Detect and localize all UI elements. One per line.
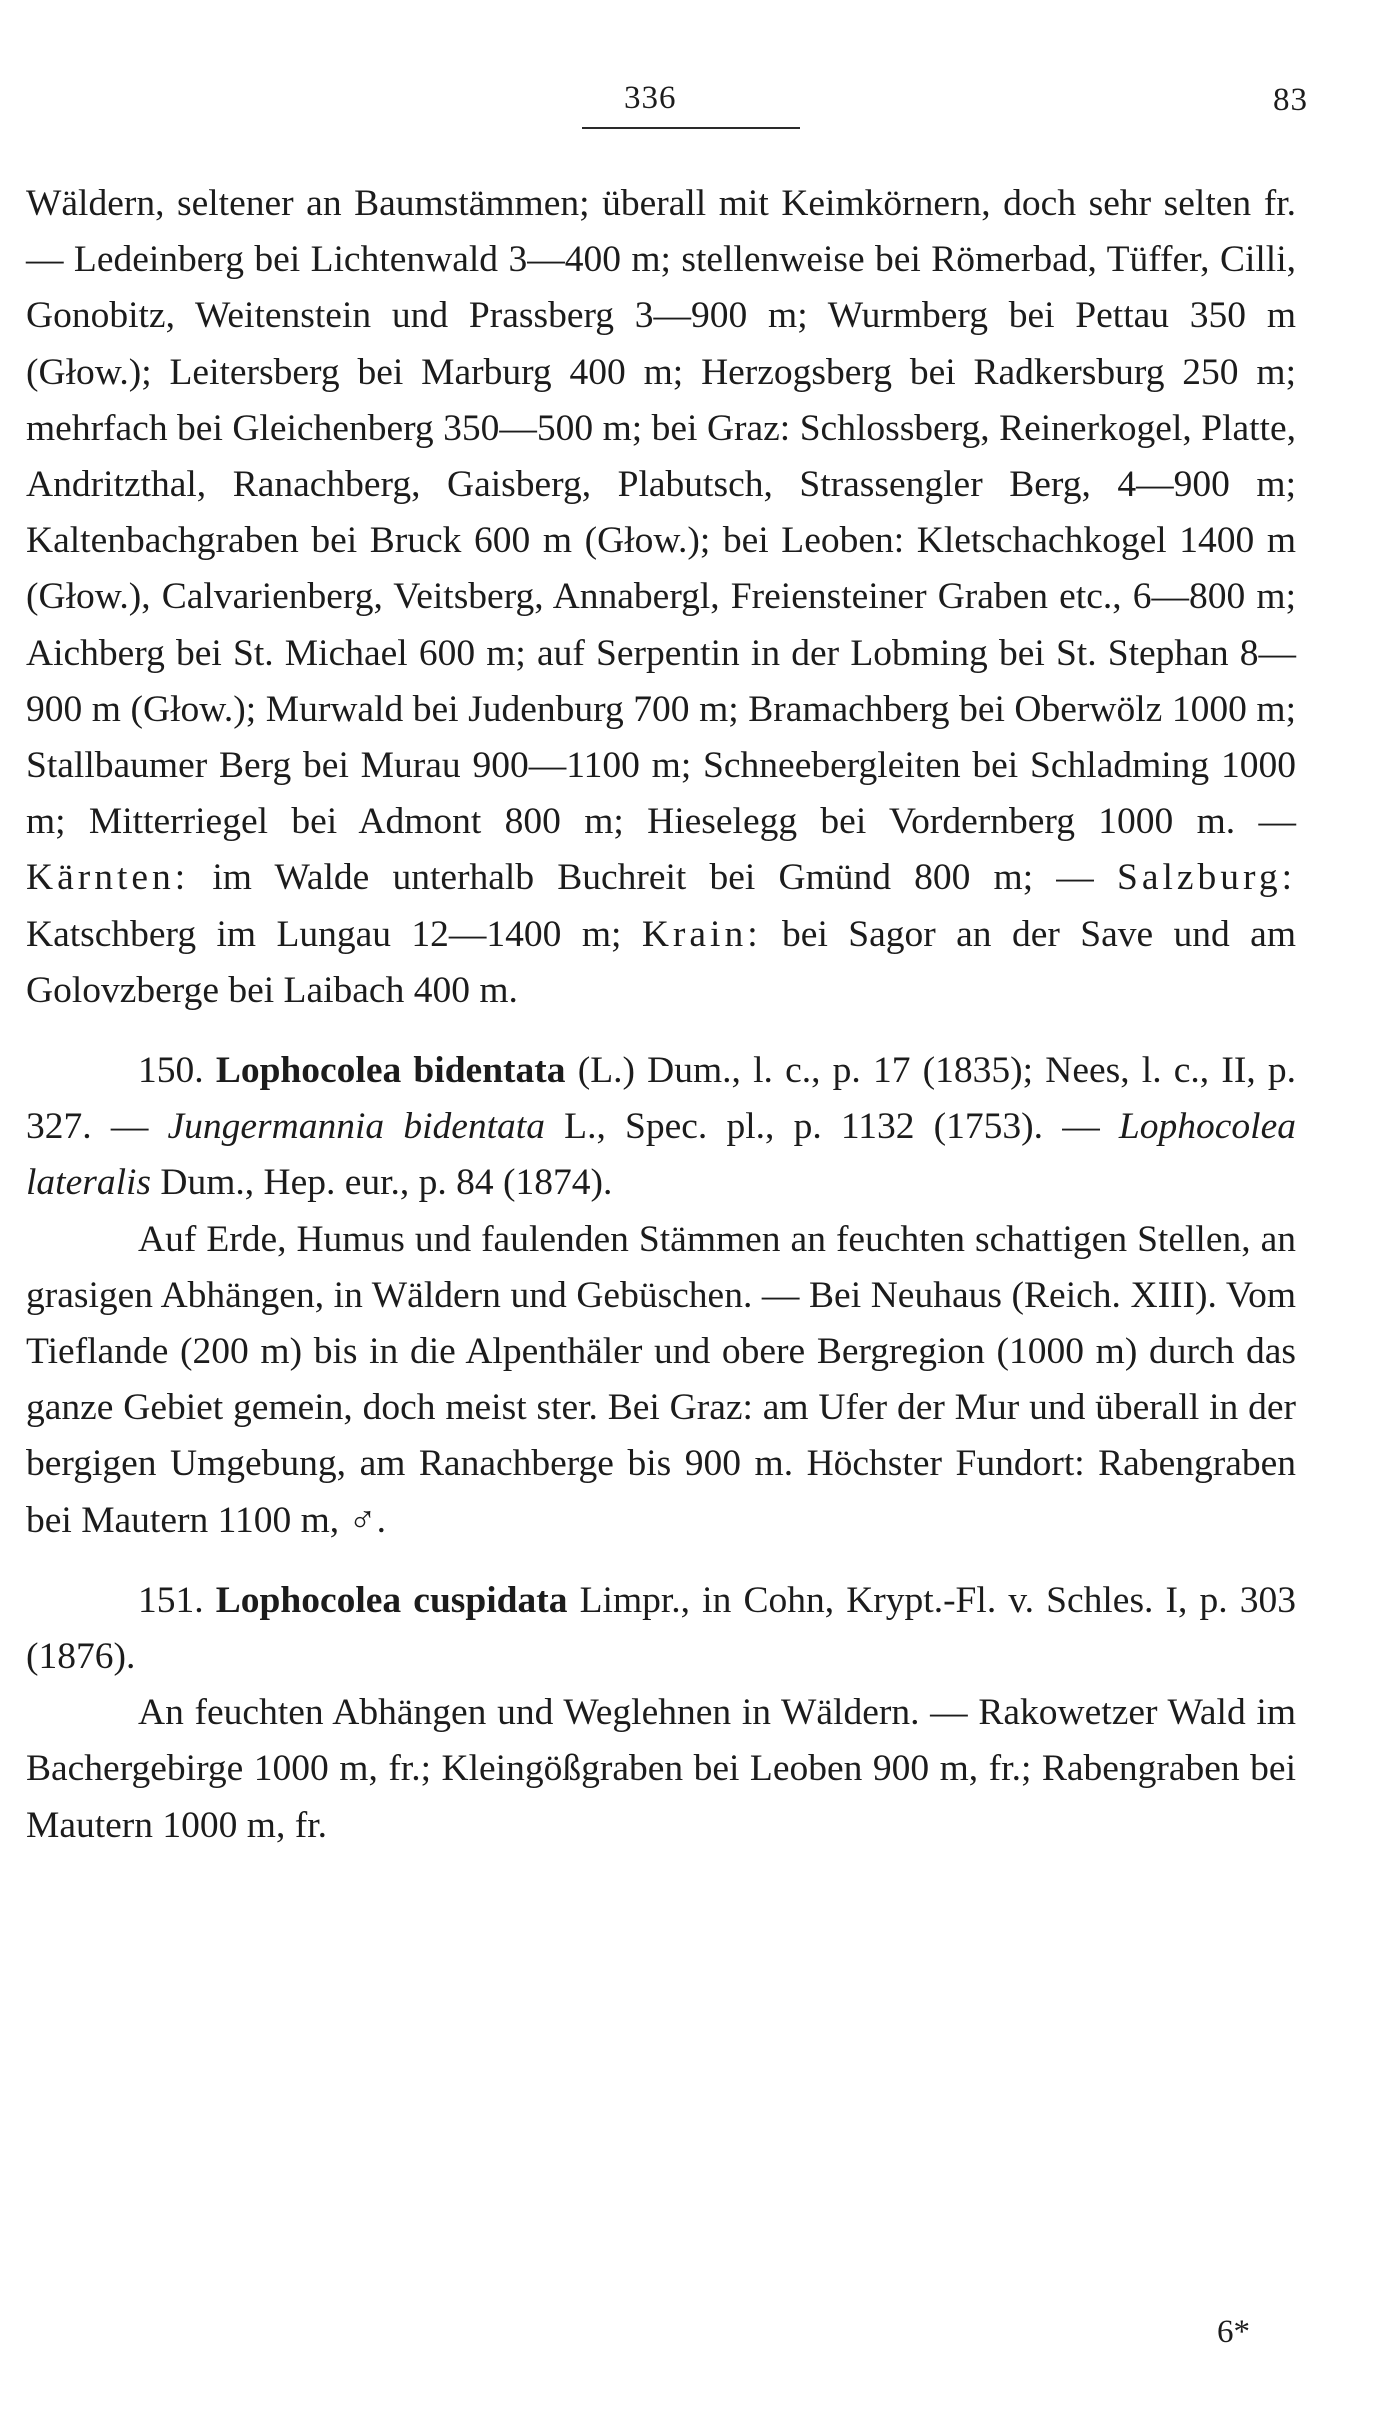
entry-151-number: 151. — [138, 1579, 204, 1621]
entry-150-habitat: Auf Erde, Humus und faulenden Stämmen an feuchten schattigen Stellen, an grasigen Abhängen, in Wäldern und Gebüschen. — Bei Neuhaus (Reich. XIII). Vom Tieflande (200 m) bis in die Alpenthäler und obere Bergregion (1000 m) durch das ganze Gebiet gemein, doch meist ster. Bei Graz: am Ufer der Mur und überall in der bergigen Umgebung, am Ranachberge bis 900 m. Höchster Fundort: Rabengraben bei Mautern 1100 m, ♂. — [26, 1218, 1296, 1541]
region-krain: Krain: — [641, 913, 762, 955]
entry-150-heading: 150. Lophocolea bidentata (L.) Dum., l. c., p. 17 (1835); Nees, l. c., II, p. 327. — Jungermannia bidentata L., Spec. pl., p. 1132 (1753). — Lophocolea lateralis Dum., Hep. eur., p. 84 (1874). — [26, 1050, 1297, 1204]
page-number: 336 — [624, 80, 677, 116]
entry-151-heading: 151. Lophocolea cuspidata Limpr., in Cohn, Krypt.-Fl. v. Schles. I, p. 303 (1876). — [26, 1579, 1296, 1678]
entry-150-synonym-2: Lophocolea lateralis — [26, 1106, 1296, 1204]
region-kaernten: Kärnten: — [26, 857, 190, 899]
entry-150-number: 150. — [138, 1050, 204, 1092]
entry-151-habitat: An feuchten Abhängen und Weglehnen in Wäldern. — Rakowetzer Wald im Bachergebirge 1000 m, fr.; Kleingößgraben bei Leoben 900 m, fr.; Rabengraben bei Mautern 1000 m, fr. — [26, 1692, 1296, 1846]
sheet-signature: 6* — [1217, 2314, 1250, 2350]
header-rule — [582, 127, 800, 129]
entry-150-synonym-1: Jungermannia bidentata — [167, 1106, 545, 1148]
entry-150-name: Lophocolea bidentata — [215, 1050, 566, 1092]
entry-151-name: Lophocolea cuspidata — [215, 1579, 568, 1621]
folio-number: 83 — [1273, 82, 1308, 118]
body-text — [26, 176, 1296, 1854]
region-salzburg: Salzburg: — [1116, 857, 1297, 899]
entry-149-continuation: Wäldern, seltener an Baumstämmen; überall mit Keimkörnern, doch sehr selten fr. — Ledeinberg bei Lichtenwald 3—400 m; stellenweise bei Römerbad, Tüffer, Cilli, Gonobitz, Weitenstein und Prassberg 3—900 m; Wurmberg bei Pettau 350 m (Głow.); Leitersberg bei Marburg 400 m; Herzogsberg bei Radkersburg 250 m; mehrfach bei Gleichenberg 350—500 m; bei Graz: Schlossberg, Reinerkogel, Platte, Andritzthal, Ranachberg, Gaisberg, Plabutsch, Strassengler Berg, 4—900 m; Kaltenbachgraben bei Bruck 600 m (Głow.); bei Leoben: Kletschachkogel 1400 m (Głow.), Calvarienberg, Veitsberg, Annabergl, Freiensteiner Graben etc., 6—800 m; Aichberg bei St. Michael 600 m; auf Serpentin in der Lobming bei St. Stephan 8—900 m (Głow.); Murwald bei Judenburg 700 m; Bramachberg bei Oberwölz 1000 m; Stallbaumer Berg bei Murau 900—1100 m; Schneebergleiten bei Schladming 1000 m; Mitterriegel bei Admont 800 m; Hieselegg bei Vordernberg 1000 m. — Kärnten: im Walde unterhalb Buchreit bei Gmünd 800 m; — Salzburg: Katschberg im Lungau 12—1400 m; Krain: bei Sagor an der Save und am Golovzberge bei Laibach 400 m. — [26, 183, 1297, 1011]
running-head — [26, 0, 1308, 140]
